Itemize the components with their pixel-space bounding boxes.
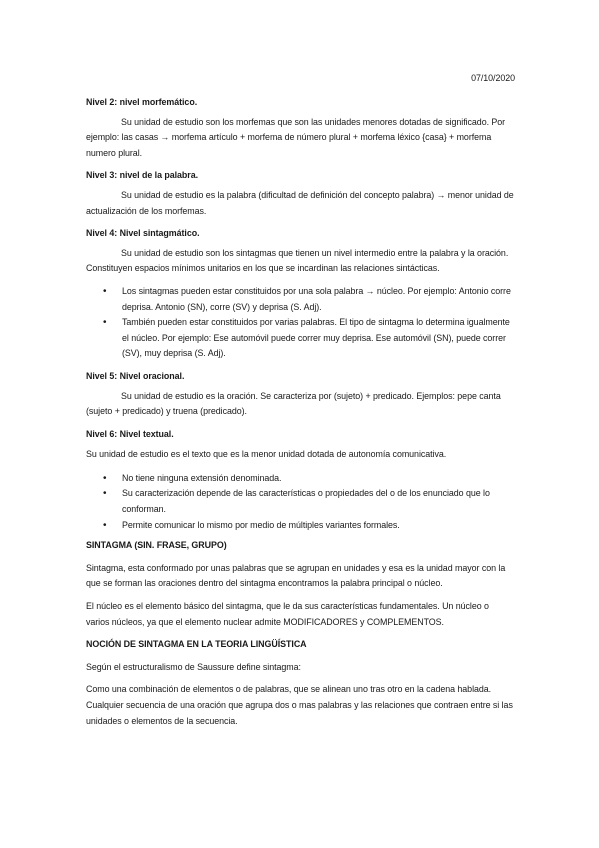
bullet-list-nivel-4 — [86, 284, 514, 362]
bullet-list-nivel-6 — [86, 471, 514, 533]
section-heading-nivel-5: Nivel 5: Nivel oracional. — [86, 370, 185, 381]
section-heading-sintagma: SINTAGMA (SIN. FRASE, GRUPO) — [86, 540, 227, 551]
section-heading-nivel-2: Nivel 2: nivel morfemático. — [86, 97, 198, 107]
list-item: • También pueden estar constituidos por varias palabras. El tipo de sintagma lo determina igualmente el núcleo. Por ejemplo: Ese automóvil puede correr muy deprisa. Ese automóvil (SN), puede correr (SV), muy deprisa (S. Adj). — [86, 315, 514, 362]
paragraph-nivel-5: Su unidad de estudio es la oración. Se caracteriza por (sujeto) + predicado. Ejemplos: pepe canta (sujeto + predicado) y truena (predicado). — [86, 390, 501, 417]
list-item: • Los sintagmas pueden estar constituidos por una sola palabra → núcleo. Por ejemplo: Antonio corre deprisa. Antonio (SN), corre (SV) y deprisa (S. Adj). — [86, 284, 514, 315]
paragraph-sintagma-2: El núcleo es el elemento básico del sintagma, que le da sus características fundamentales. Un núcleo o varios núcleos, ya que el elemento nuclear admite MODIFICADORES y COMPLEMENTOS. — [86, 601, 489, 627]
paragraph-nivel-4: Su unidad de estudio son los sintagmas que tienen un nivel intermedio entre la palabra y la oración. Constituyen espacios mínimos unitarios en los que se incardinan las relaciones sintácticas. — [86, 247, 509, 274]
list-item: • No tiene ninguna extensión denominada. — [86, 471, 514, 487]
paragraph-nivel-2: Su unidad de estudio son los morfemas que son las unidades menores dotadas de significado. Por ejemplo: las casas → morfema artículo + morfema de número plural + morfema léxico {casa} + morfema numero plural. — [86, 116, 506, 158]
document-date: 07/10/2020 — [471, 73, 515, 83]
document-body — [86, 95, 514, 729]
list-item: • Su caracterización depende de las características o propiedades del o de los enunciado que lo conforman. — [86, 486, 514, 517]
section-heading-nivel-3: Nivel 3: nivel de la palabra. — [86, 170, 199, 181]
section-heading-nocion: NOCIÓN DE SINTAGMA EN LA TEORIA LINGÜÍSTICA — [86, 639, 307, 650]
list-item: • Permite comunicar lo mismo por medio de múltiples variantes formales. — [86, 518, 514, 534]
paragraph-nivel-3: Su unidad de estudio es la palabra (dificultad de definición del concepto palabra) → menor unidad de actualización de los morfemas. — [86, 189, 514, 216]
section-heading-nivel-6: Nivel 6: Nivel textual. — [86, 428, 174, 439]
paragraph-nocion-2: Como una combinación de elementos o de palabras, que se alinean uno tras otro en la cadena hablada. Cualquier secuencia de una oración que agrupa dos o mas palabras y las relaciones que contraen entre si las unidades o elementos de la secuencia. — [86, 684, 513, 726]
paragraph-sintagma-1: Sintagma, esta conformado por unas palabras que se agrupan en unidades y esa es la unidad mayor con la que se forman las oraciones dentro del sintagma encontramos la palabra principal o núcleo. — [86, 562, 506, 589]
section-heading-nivel-4: Nivel 4: Nivel sintagmático. — [86, 228, 200, 239]
paragraph-nivel-6: Su unidad de estudio es el texto que es la menor unidad dotada de autonomía comunicativa. — [86, 449, 447, 460]
paragraph-nocion-1: Según el estructuralismo de Saussure define sintagma: — [86, 661, 301, 672]
